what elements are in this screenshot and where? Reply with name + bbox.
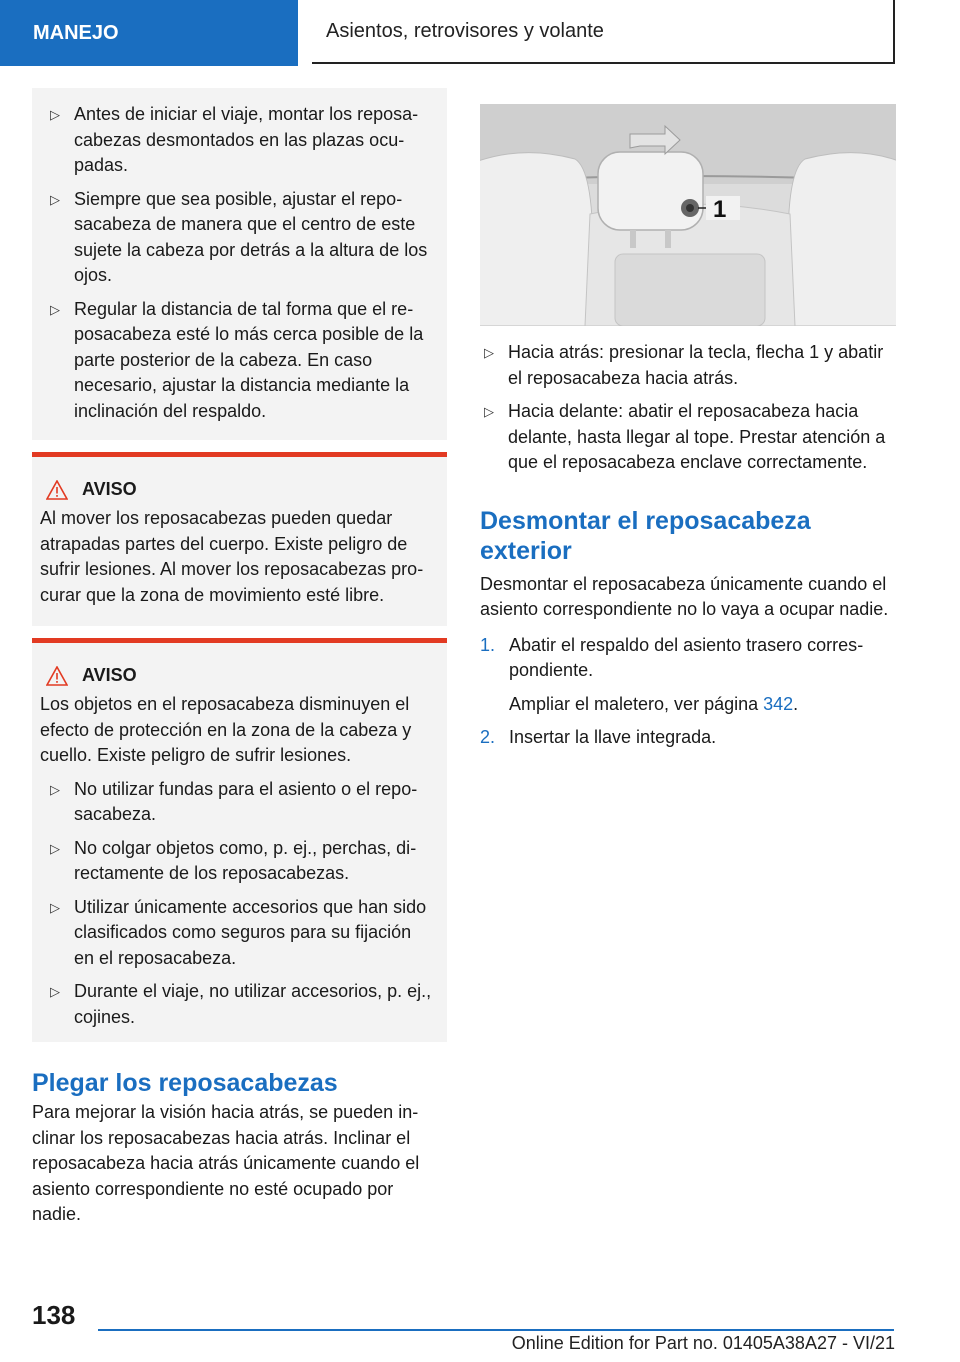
list-item: 1. Abatir el respaldo del asiento trasero correspondiente. Ampliar el maletero, ver página 342. xyxy=(480,633,896,718)
list-item: 2. Insertar la llave integrada. xyxy=(480,725,896,751)
headrest-photo xyxy=(480,104,896,326)
intro-bullet-list xyxy=(32,88,447,440)
list-item: ▷ No utilizar fundas para el asiento o el reposacabeza. xyxy=(50,778,418,824)
section-paragraph: Para mejorar la visión hacia atrás, se pueden inclinar los reposacabezas hacia atrás. Inclinar el reposacabeza hacia atrás únicamente cuando el asiento correspondiente no esté ocupado por nadie. xyxy=(32,1102,420,1224)
footer-edition: Online Edition for Part no. 01405A38A27 - VI/21 xyxy=(511,1333,895,1353)
steps-list xyxy=(480,633,896,751)
warning-title: AVISO xyxy=(82,479,137,499)
page-number: 138 xyxy=(32,1300,76,1330)
triangle-bullet-icon: ▷ xyxy=(50,107,60,122)
warning-text: Al mover los reposacabezas pueden quedar atrapadas partes del cuerpo. Existe peligro de sufrir lesiones. Al mover los reposacabezas procurar que la zona de movimiento esté libre. xyxy=(40,508,424,605)
headrest-illustration xyxy=(480,104,896,326)
triangle-bullet-icon: ▷ xyxy=(50,191,60,207)
page-title: Asientos, retrovisores y volante xyxy=(312,0,895,64)
warning-box-2 xyxy=(32,638,447,1042)
list-item: ▷ Hacia atrás: presionar la tecla, flecha 1 y abatir el reposacabeza hacia atrás. xyxy=(484,342,884,388)
intro-box xyxy=(32,88,447,440)
list-item: ▷ Durante el viaje, no utilizar accesorios, p. ej., cojines. xyxy=(50,981,432,1027)
list-item: ▷ No colgar objetos como, p. ej., perchas, directamente de los reposacabezas. xyxy=(50,837,417,883)
section-paragraph: Desmontar el reposacabeza únicamente cuando el asiento correspondiente no lo vaya a ocupar nadie. xyxy=(480,573,889,619)
triangle-bullet-icon: ▷ xyxy=(50,899,60,915)
warning-triangle-icon xyxy=(46,666,68,686)
triangle-bullet-icon: ▷ xyxy=(484,345,494,360)
chapter-tab: MANEJO xyxy=(0,0,298,66)
page-link[interactable]: 342 xyxy=(763,693,794,714)
callout-number: 1 xyxy=(713,196,727,223)
triangle-bullet-icon: ▷ xyxy=(50,301,60,317)
triangle-bullet-icon: ▷ xyxy=(50,984,60,999)
list-item: ▷ Hacia delante: abatir el reposacabeza hacia delante, hasta llegar al tope. Prestar atención a que el reposacabeza enclave correctamente. xyxy=(484,401,886,472)
warning-text: Los objetos en el reposacabeza disminuyen el efecto de protección en la zona de la cabeza y cuello. Existe peligro de sufrir lesiones. xyxy=(40,694,412,765)
list-item: ▷ Utilizar únicamente accesorios que han sido clasificados como seguros para su fijación en el reposacabeza. xyxy=(50,896,427,968)
step-number: 1. xyxy=(480,634,496,655)
headrest-bullet-list xyxy=(480,326,896,476)
triangle-bullet-icon: ▷ xyxy=(484,404,494,419)
right-column xyxy=(480,104,896,759)
triangle-bullet-icon: ▷ xyxy=(50,840,60,856)
list-item: ▷ Siempre que sea posible, ajustar el reposacabeza de manera que el centro de este sujete la cabeza por detrás a la altura de los ojos. xyxy=(50,188,428,285)
warning-bullet-list xyxy=(40,769,439,1031)
list-item: ▷ Antes de iniciar el viaje, montar los reposacabezas desmontados en las plazas ocupadas. xyxy=(50,104,419,175)
step-note: Ampliar el maletero, ver página 342. xyxy=(509,693,799,714)
list-item: ▷ Regular la distancia de tal forma que el reposacabeza esté lo más cerca posible de la parte posterior de la cabeza. En caso necesario, ajustar la distancia mediante la inclinación del respaldo. xyxy=(50,298,424,421)
section-heading: Desmontar el reposacabeza exterior xyxy=(480,506,811,565)
warning-triangle-icon xyxy=(46,480,68,500)
warning-box-1 xyxy=(32,452,447,626)
step-number: 2. xyxy=(480,727,496,747)
warning-title: AVISO xyxy=(82,665,137,685)
triangle-bullet-icon: ▷ xyxy=(50,781,60,797)
section-heading: Plegar los reposacabezas xyxy=(32,1069,338,1097)
page-header xyxy=(0,0,960,66)
left-column xyxy=(32,88,447,1228)
footer-divider xyxy=(98,1329,894,1331)
